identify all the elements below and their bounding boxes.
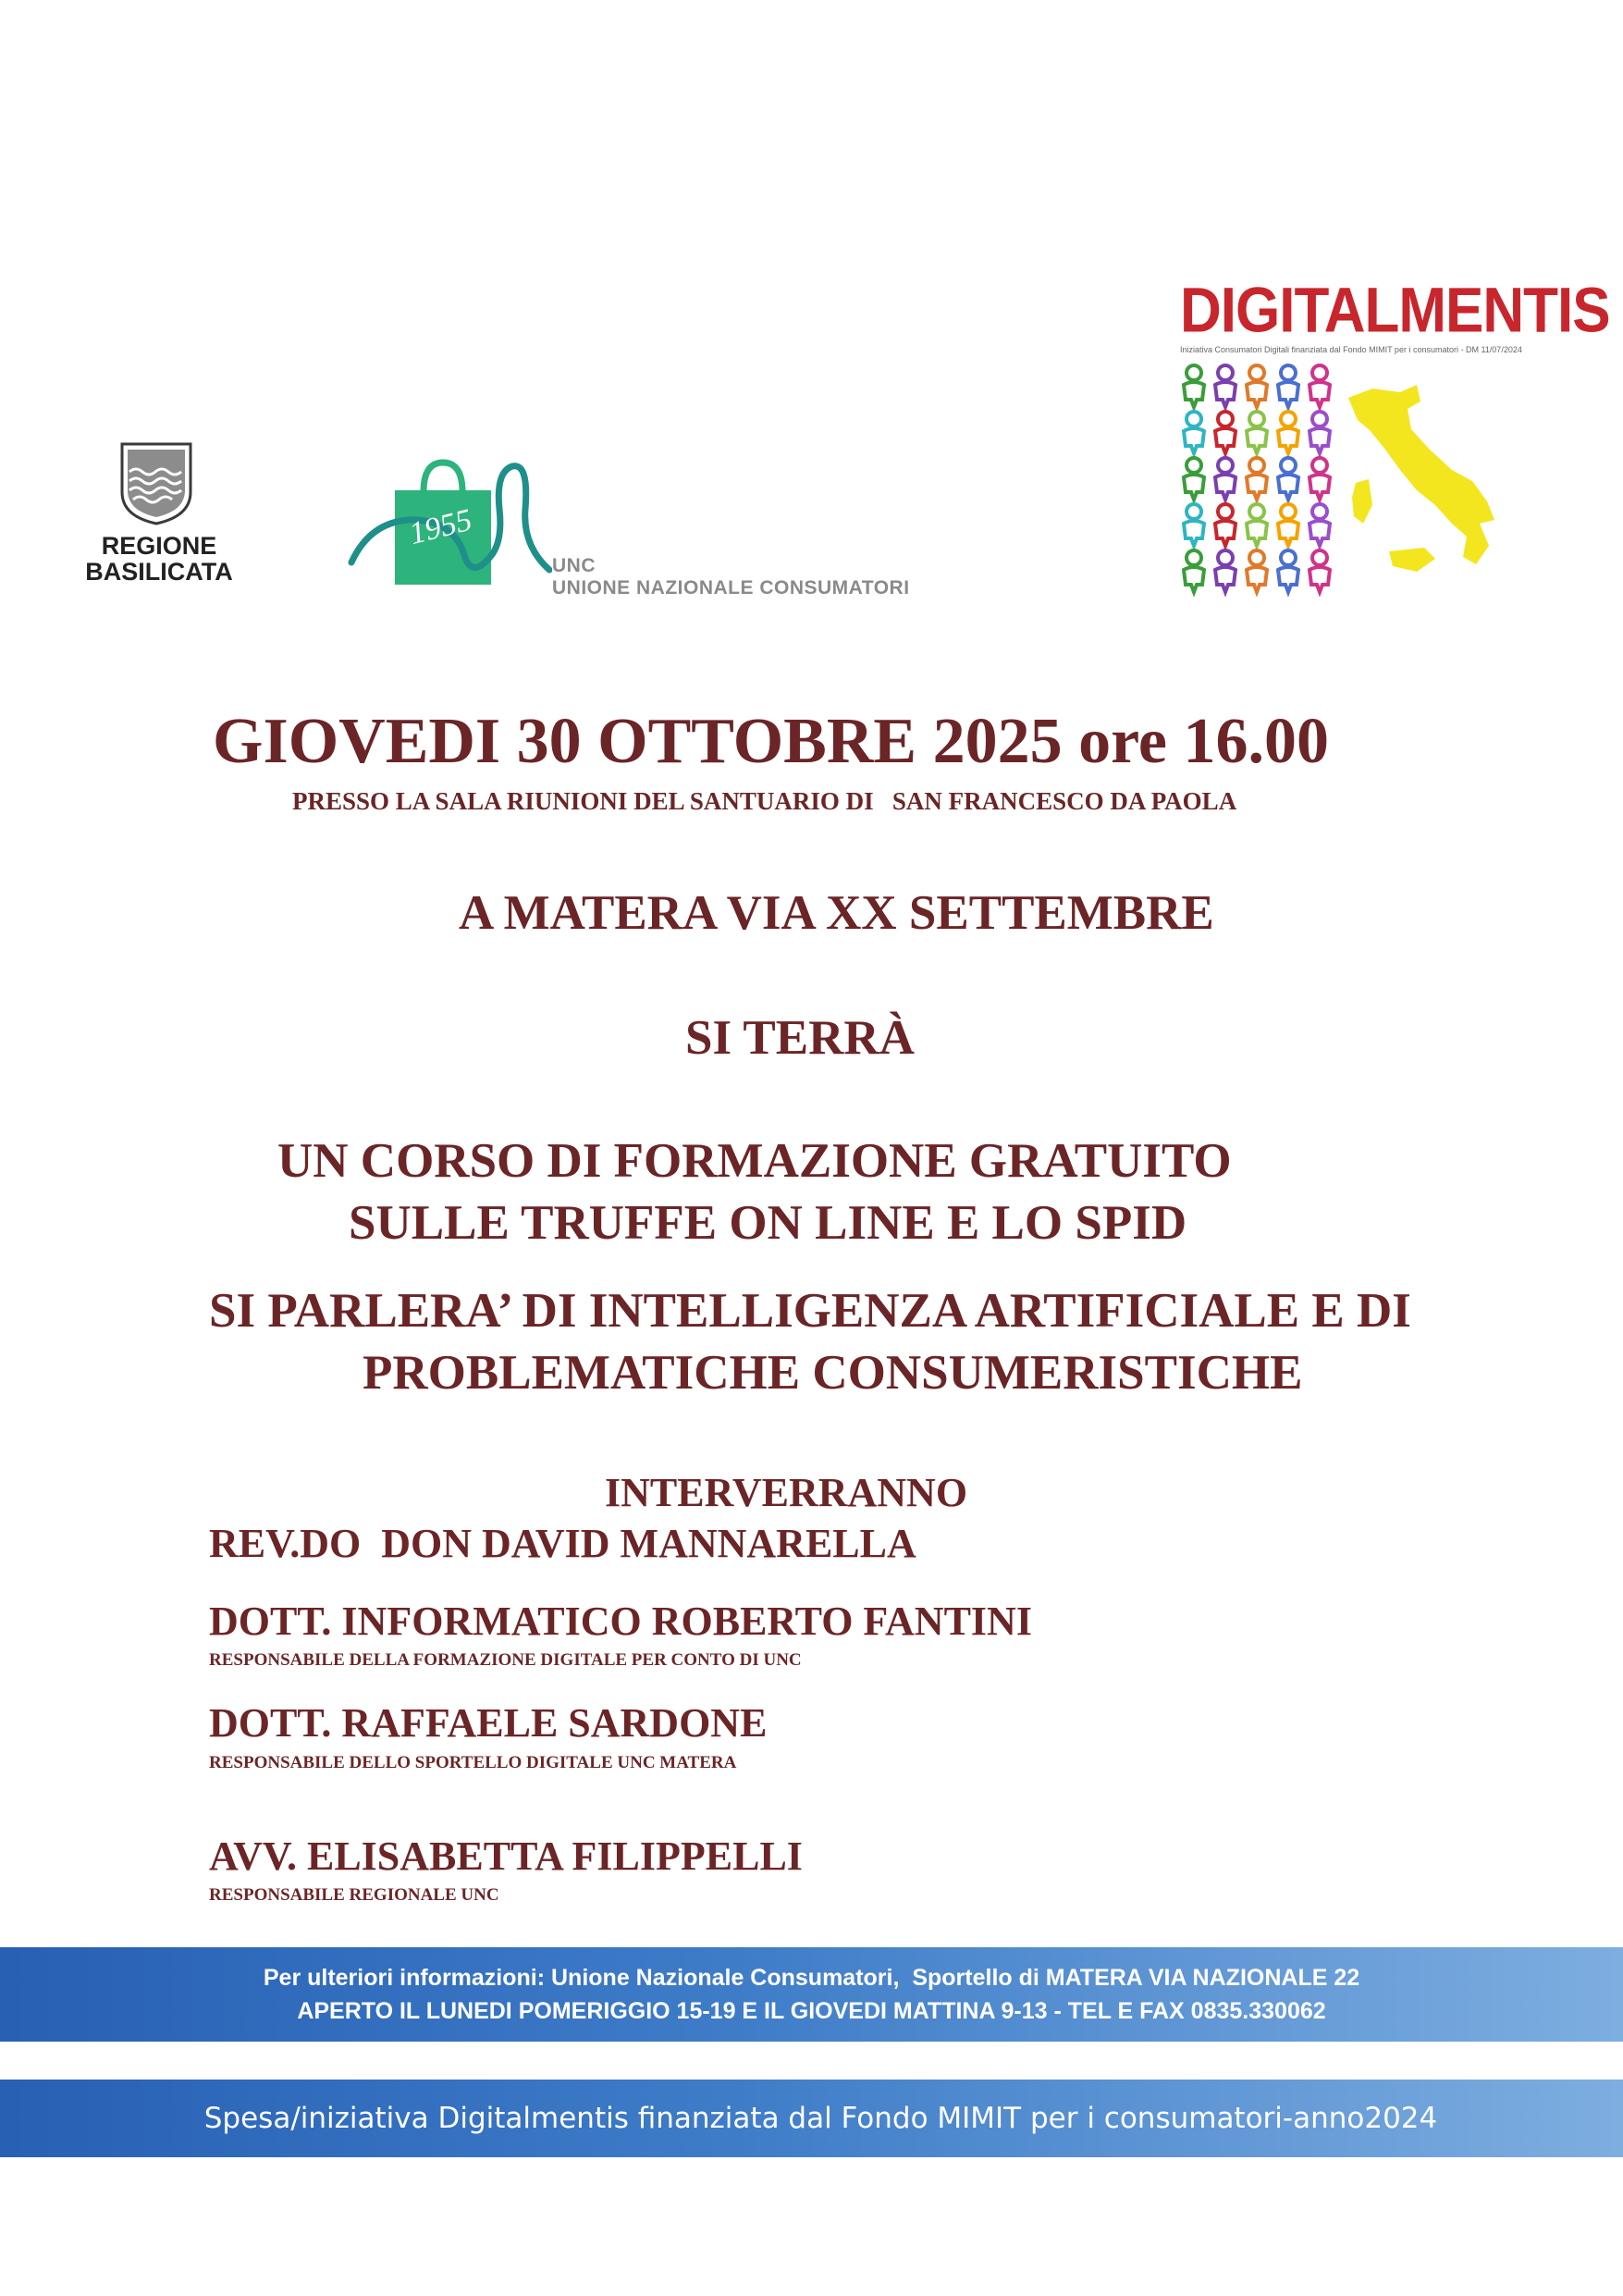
person-icon bbox=[1184, 412, 1204, 453]
person-icon bbox=[1184, 504, 1204, 546]
unc-abbr: UNC bbox=[552, 555, 596, 576]
info-bar bbox=[0, 1947, 1623, 2042]
si-terra: SI TERRÀ bbox=[685, 1011, 915, 1065]
info-line-1: Per ulteriori informazioni: Unione Nazionale Consumatori, Sportello di MATERA VIA NAZIONALE 22 bbox=[263, 1965, 1360, 1991]
person-icon bbox=[1278, 458, 1298, 500]
info-line-2: APERTO IL LUNEDI POMERIGGIO 15-19 E IL GIOVEDI MATTINA 9-13 - TEL E FAX 0835.330062 bbox=[297, 1998, 1326, 2024]
person-icon bbox=[1215, 412, 1236, 453]
person-icon bbox=[1184, 365, 1204, 407]
footer-bar bbox=[0, 2080, 1623, 2157]
course-title-line-2: SULLE TRUFFE ON LINE E LO SPID bbox=[349, 1196, 1187, 1250]
digitalmentis-subtitle: Iniziativa Consumatori Digitali finanziata dal Fondo MIMIT per i consumatori - DM 11/07/2024 bbox=[1180, 345, 1522, 354]
person-icon bbox=[1247, 412, 1267, 453]
speaker-name: DOTT. RAFFAELE SARDONE bbox=[209, 1700, 768, 1746]
unc-emblem-icon bbox=[344, 453, 552, 592]
person-icon bbox=[1184, 550, 1204, 592]
speaker-role: RESPONSABILE DELLA FORMAZIONE DIGITALE PER CONTO DI UNC bbox=[209, 1650, 802, 1670]
person-icon bbox=[1247, 550, 1267, 592]
person-icon bbox=[1309, 412, 1330, 453]
regione-name bbox=[76, 533, 242, 585]
speaker-name: AVV. ELISABETTA FILIPPELLI bbox=[209, 1833, 803, 1879]
person-icon bbox=[1309, 504, 1330, 546]
italy-map-icon bbox=[1348, 385, 1494, 564]
event-venue: PRESSO LA SALA RIUNIONI DEL SANTUARIO DI SAN FRANCESCO DA PAOLA bbox=[292, 787, 1237, 815]
person-icon bbox=[1184, 458, 1204, 500]
unc-full-name: UNIONE NAZIONALE CONSUMATORI bbox=[552, 577, 910, 599]
course-title-line-1: UN CORSO DI FORMAZIONE GRATUITO bbox=[277, 1134, 1232, 1188]
speaker-role: RESPONSABILE DELLO SPORTELLO DIGITALE UNC MATERA bbox=[209, 1753, 737, 1772]
footer-funding-text: Spesa/iniziativa Digitalmentis finanziata dal Fondo MIMIT per i consumatori-anno2024 bbox=[203, 2102, 1438, 2135]
regione-basilicata-logo bbox=[76, 440, 242, 588]
digitalmentis-title: DIGITALMENTIS bbox=[1180, 276, 1610, 346]
person-icon bbox=[1247, 365, 1267, 407]
person-icon bbox=[1215, 458, 1236, 500]
person-icon bbox=[1309, 550, 1330, 592]
person-icon bbox=[1278, 412, 1298, 453]
unc-year: 1955 bbox=[405, 502, 475, 551]
unc-name bbox=[552, 555, 910, 599]
topic-line-2: PROBLEMATICHE CONSUMERISTICHE bbox=[363, 1346, 1303, 1400]
regione-line-1: REGIONE bbox=[101, 532, 217, 560]
person-icon bbox=[1215, 365, 1236, 407]
speakers-heading: INTERVERRANNO bbox=[605, 1470, 968, 1515]
speaker-name: DOTT. INFORMATICO ROBERTO FANTINI bbox=[209, 1599, 1032, 1644]
event-date-time: GIOVEDI 30 OTTOBRE 2025 ore 16.00 bbox=[213, 706, 1329, 777]
regione-emblem-icon bbox=[118, 440, 194, 525]
topic-line-1: SI PARLERA’ DI INTELLIGENZA ARTIFICIALE E DI bbox=[209, 1284, 1411, 1338]
person-icon bbox=[1309, 458, 1330, 500]
event-address: A MATERA VIA XX SETTEMBRE bbox=[459, 886, 1214, 940]
speaker-role: RESPONSABILE REGIONALE UNC bbox=[209, 1885, 499, 1905]
person-icon bbox=[1215, 504, 1236, 546]
person-icon bbox=[1278, 550, 1298, 592]
person-icon bbox=[1247, 458, 1267, 500]
person-icon bbox=[1309, 365, 1330, 407]
speaker-name: REV.DO DON DAVID MANNARELLA bbox=[209, 1521, 916, 1566]
person-icon bbox=[1247, 504, 1267, 546]
person-icon bbox=[1215, 550, 1236, 592]
people-italy-icon bbox=[1174, 361, 1526, 601]
digitalmentis-logo bbox=[1174, 276, 1610, 599]
regione-line-2: BASILICATA bbox=[85, 558, 233, 586]
person-icon bbox=[1278, 365, 1298, 407]
unc-logo bbox=[344, 453, 954, 601]
person-icon bbox=[1278, 504, 1298, 546]
